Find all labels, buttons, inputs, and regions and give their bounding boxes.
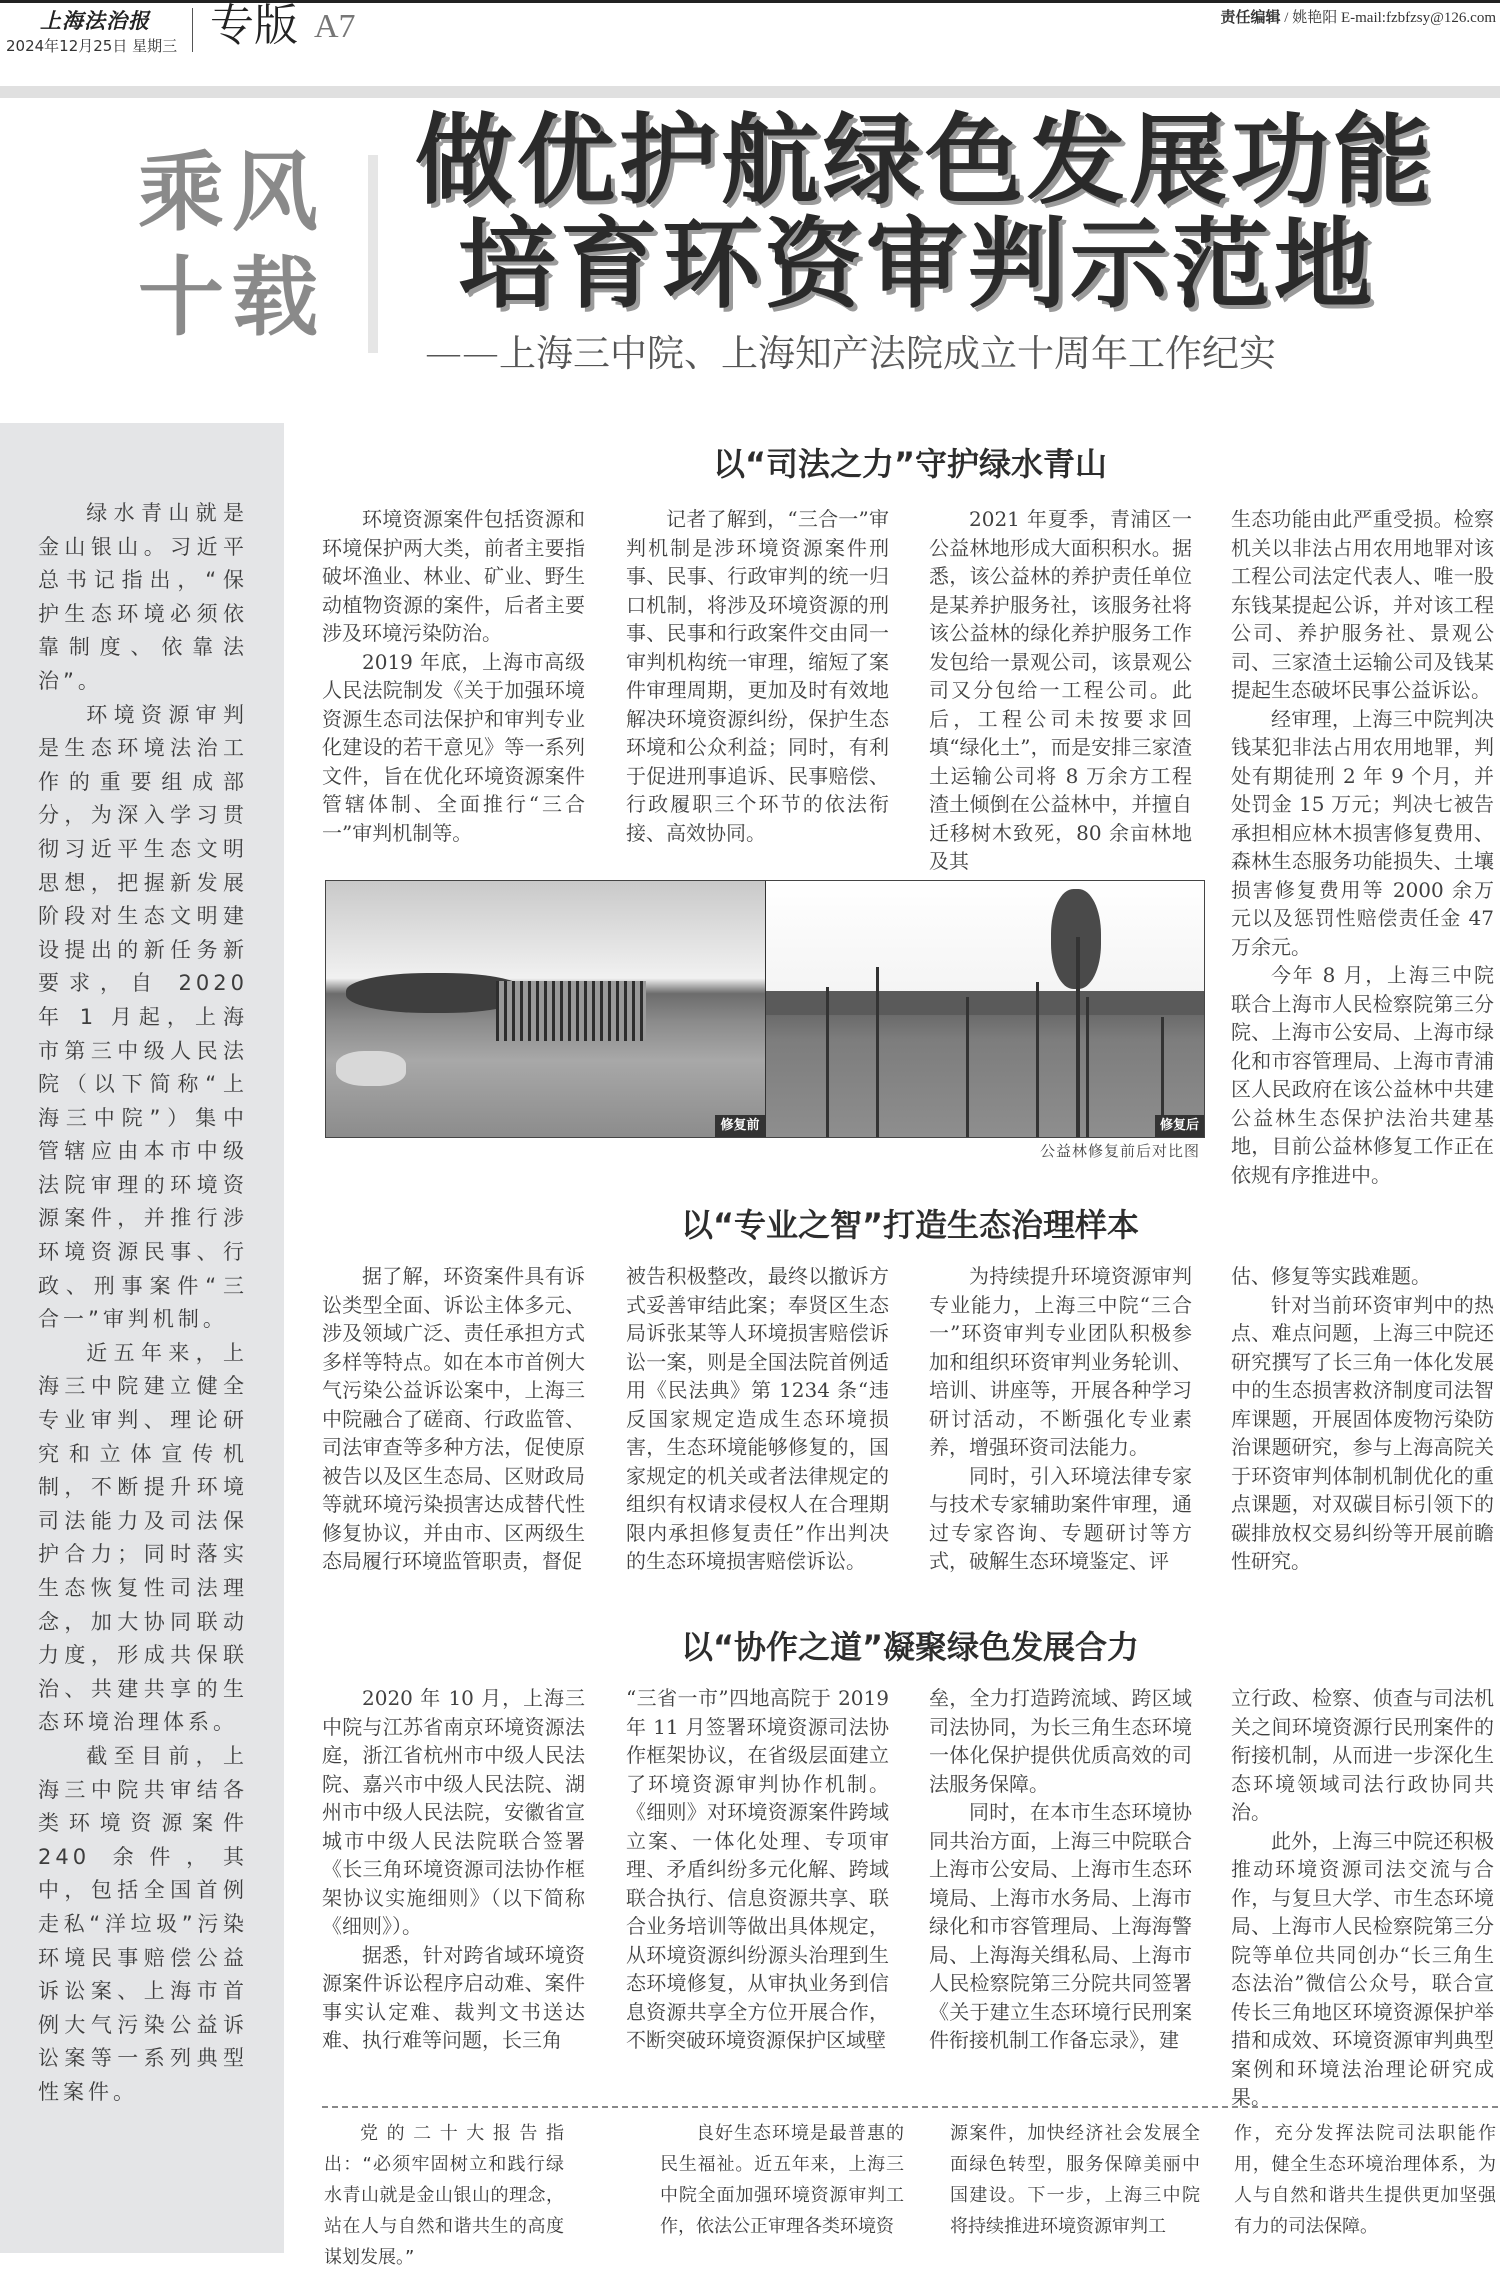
section-3-column-4 [1231, 1684, 1494, 2112]
section-3-column-1 [322, 1684, 585, 2055]
paragraph: 同时，在本市生态环境协同共治方面，上海三中院联合上海市公安局、上海市生态环境局、上海市水务局、上海市绿化和市容管理局、上海海警局、上海海关缉私局、上海市人民检察院第三分院共同签署《关于建立生态环境行民刑案件衔接机制工作备忘录》，建 [929, 1800, 1192, 2052]
headline-line-2: 培育环资审判示范地 [458, 208, 1377, 322]
title-accent-bar [368, 155, 378, 353]
paragraph: 良好生态环境是最普惠的民生福祉。近五年来，上海三中院全面加强环境资源审判工作，依法公正审理各类环境资 [660, 2123, 904, 2237]
section-2-column-3 [929, 1262, 1192, 1576]
editor-name: / 姚艳阳 [1284, 10, 1338, 26]
paragraph: 据悉，针对跨省域环境资源案件诉讼程序启动难、案件事实认定难、裁判文书送达难、执行难等问题，长三角 [322, 1942, 585, 2052]
closing-column-3 [950, 2118, 1200, 2242]
photo-caption: 公益林修复前后对比图 [1039, 1142, 1200, 1160]
tree [1076, 937, 1080, 1137]
tree [966, 997, 969, 1137]
editor-email: E-mail:fzbfzsy@126.com [1340, 10, 1496, 26]
paragraph: 垒，全力打造跨流域、跨区域司法协同，为长三角生态环境一体化保护提供优质高效的司法服务保障。 [929, 1686, 1192, 1796]
paragraph: 记者了解到，“三合一”审判机制是涉环境资源案件刑事、民事、行政审判的统一归口机制，将涉及环境资源的刑事、民事和行政案件交由同一审判机构统一审理，缩短了案件审理周期，更加及时有效地解决环境资源纠纷，保护生态环境和公众利益；同时，有利于促进刑事追诉、民事赔偿、行政履职三个环节的依法衔接、高效协同。 [626, 507, 889, 845]
section-2-column-4 [1231, 1262, 1494, 1576]
paragraph: 源案件，加快经济社会发展全面绿色转型，服务保障美丽中国建设。下一步，上海三中院将持续推进环境资源审判工 [950, 2123, 1200, 2237]
section-1-column-2 [626, 505, 889, 847]
paragraph: 今年 8 月，上海三中院联合上海市人民检察院第三分院、上海市公安局、上海市绿化和市容管理局、上海市青浦区人民政府在该公益林中共建公益林生态保护法治共建基地，目前公益林修复工作正在依规有序推进中。 [1231, 963, 1494, 1187]
tree [826, 987, 829, 1137]
section-2-column-2 [626, 1262, 889, 1576]
lead-paragraph: 绿水青山就是金山银山。习近平总书记指出，“保护生态环境必须依靠制度、依靠法治”。 [38, 501, 248, 693]
water-puddle [336, 1051, 406, 1086]
page-number: A7 [314, 8, 356, 45]
issue-date: 2024年12月25日 星期三 [6, 37, 178, 55]
photo-after-restoration [766, 881, 1205, 1137]
paragraph: 经审理，上海三中院判决钱某犯非法占用农用地罪，判处有期徒刑 2 年 9 个月，并处罚金 15 万元；判决七被告承担相应林木损害修复费用、森林生态服务功能损失、土壤损害修复费用等 2000 余万元以及惩罚性赔偿责任金 47 万余元。 [1231, 706, 1494, 959]
closing-column-4 [1234, 2118, 1496, 2242]
editor-credit [1221, 9, 1496, 27]
editor-label: 责任编辑 [1220, 10, 1281, 26]
paragraph: 环境资源案件包括资源和环境保护两大类，前者主要指破坏渔业、林业、矿业、野生动植物资源的案件，后者主要涉及环境污染防治。 [322, 507, 585, 645]
closing-column-1 [324, 2118, 564, 2273]
section-1-heading: 以“司法之力”守护绿水青山 [712, 445, 1108, 483]
houses-background [766, 991, 1205, 1015]
comparison-photos [325, 880, 1205, 1138]
photo-after-label: 修复后 [1155, 1115, 1204, 1137]
paragraph: 据了解，环资案件具有诉讼类型全面、诉讼主体多元、涉及领域广泛、责任承担方式多样等特点。如在本市首例大气污染公益诉讼案中，上海三中院融合了磋商、行政监管、司法审查等多种方法，促使原被告以及区生态局、区财政局等就环境污染损害达成替代性修复协议，并由市、区两级生态局履行环境监管职责，督促 [322, 1264, 585, 1573]
subtitle: ——上海三中院、上海知产法院成立十周年工作纪实 [425, 332, 1276, 375]
paragraph: 党的二十大报告指出：“必须牢固树立和践行绿水青山就是金山银山的理念，站在人与自然和谐共生的高度谋划发展。” [324, 2123, 564, 2268]
paragraph: 同时，引入环境法律专家与技术专家辅助案件审理，通过专家咨询、专题研讨等方式，破解生态环境鉴定、评 [929, 1463, 1192, 1573]
paragraph: 立行政、检察、侦查与司法机关之间环境资源行民刑案件的衔接机制，从而进一步深化生态环境领域司法行政协同共治。 [1231, 1686, 1494, 1824]
paragraph: 此外，上海三中院还积极推动环境资源司法交流与合作，与复旦大学、市生态环境局、上海市人民检察院第三分院等单位共同创办“长三角生态法治”微信公众号，联合宣传长三角地区环境资源保护举措和成效、环境资源审判典型案例和环境法治理论研究成果。 [1231, 1828, 1494, 2109]
paragraph: 针对当前环资审判中的热点、难点问题，上海三中院还研究撰写了长三角一体化发展中的生态损害救济制度司法智库课题，开展固体废物污染防治课题研究，参与上海高院关于环资审判体制机制优化的重点课题，对双碳目标引领下的碳排放权交易纠纷等开展前瞻性研究。 [1231, 1292, 1494, 1573]
section-3-column-2 [626, 1684, 889, 2055]
section-2-heading: 以“专业之智”打造生态治理样本 [680, 1206, 1140, 1244]
paragraph: 估、修复等实践难题。 [1231, 1264, 1431, 1288]
series-tag: 乘风十载 [138, 142, 326, 348]
paragraph: 2020 年 10 月，上海三中院与江苏省南京环境资源法庭，浙江省杭州市中级人民法院、嘉兴市中级人民法院、湖州市中级人民法院，安徽省宣城市中级人民法院联合签署《长三角环境资源司法协作框架协议实施细则》（以下简称《细则》）。 [322, 1686, 585, 1938]
tree [876, 967, 879, 1137]
lead-paragraph: 环境资源审判是生态环境法治工作的重要组成部分，为深入学习贯彻习近平生态文明思想，把握新发展阶段对生态文明建设提出的新任务新要求，自 2020 年 1 月起，上海市第三中级人民法院（以下简称“上海三中院”）集中管辖应由本市中级法院审理的环境资源案件，并推行涉环境资源民事、行政、刑事案件“三合一”审判机制。 [38, 702, 248, 1332]
headline-line-1: 做优护航绿色发展功能 [415, 104, 1436, 218]
closing-column-2 [660, 2118, 904, 2242]
paragraph: “三省一市”四地高院于 2019 年 11 月签署环境资源司法协作框架协议，在省级层面建立了环境资源审判协作机制。《细则》对环境资源案件跨域立案、一体化处理、专项审理、矛盾纠纷多元化解、跨域联合执行、信息资源共享、联合业务培训等做出具体规定，从环境资源纠纷源头治理到生态环境修复，从审执业务到信息资源共享全方位开展合作，不断突破环境资源保护区域壁 [626, 1686, 889, 2052]
paragraph: 被告积极整改，最终以撤诉方式妥善审结此案；奉贤区生态局诉张某等人环境损害赔偿诉讼一案，则是全国法院首例适用《民法典》第 1234 条“违反国家规定造成生态环境损害，生态环境能够修复的，国家规定的机关或者法律规定的组织有权请求侵权人在合理期限内承担修复责任”作出判决的生态环境损害赔偿诉讼。 [626, 1264, 889, 1573]
lead-paragraph: 近五年来，上海三中院建立健全专业审判、理论研究和立体宣传机制，不断提升环境司法能力及司法保护合力；同时落实生态恢复性司法理念，加大协同联动力度，形成共保联治、共建共享的生态环境治理体系。 [38, 1340, 248, 1735]
section-2-column-1 [322, 1262, 585, 1576]
header-band [0, 86, 1500, 98]
lead-text [38, 497, 248, 2110]
tree-saplings [496, 981, 646, 1041]
paragraph: 2021 年夏季，青浦区一公益林地形成大面积积水。据悉，该公益林的养护责任单位是某养护服务社，该服务社将该公益林的绿化养护服务工作发包给一景观公司，该景观公司又分包给一工程公司。此后，工程公司未按要求回填“绿化土”，而是安排三家渣土运输公司将 8 万余方工程渣土倾倒在公益林中，并擅自迁移树木致死，80 余亩林地及其 [929, 507, 1192, 873]
section-name: 专版 [210, 0, 298, 51]
section-3-column-3 [929, 1684, 1192, 2055]
paragraph: 为持续提升环境资源审判专业能力，上海三中院“三合一”环资审判专业团队积极参加和组织环资审判业务轮训、培训、讲座等，开展各种学习研讨活动，不断强化专业素养，增强环资司法能力。 [929, 1264, 1192, 1459]
photo-before-restoration [326, 881, 766, 1137]
section-1-column-4 [1231, 505, 1494, 1189]
masthead-divider [192, 8, 193, 52]
section-1-column-1 [322, 505, 585, 847]
photo-before-label: 修复前 [715, 1115, 764, 1137]
paragraph: 作，充分发挥法院司法职能作用，健全生态环境治理体系，为人与自然和谐共生提供更加坚强有力的司法保障。 [1234, 2123, 1496, 2237]
tree [1036, 982, 1039, 1137]
tree [1086, 997, 1089, 1137]
section-1-column-3 [929, 505, 1192, 876]
section-3-heading: 以“协作之道”凝聚绿色发展合力 [680, 1628, 1140, 1666]
closing-divider [322, 2106, 1498, 2108]
paragraph: 生态功能由此严重受损。检察机关以非法占用农用地罪对该工程公司法定代表人、唯一股东钱某提起公诉，并对该工程公司、养护服务社、景观公司、三家渣土运输公司及钱某提起生态破坏民事公益诉讼。 [1231, 507, 1494, 702]
lead-paragraph: 截至目前，上海三中院共审结各类环境资源案件 240 余件，其中，包括全国首例走私“洋垃圾”污染环境民事赔偿公益诉讼案、上海市首例大气污染公益诉讼案等一系列典型性案件。 [38, 1743, 248, 2104]
newspaper-logo: 上海法治报 [40, 8, 150, 33]
paragraph: 2019 年底，上海市高级人民法院制发《关于加强环境资源生态司法保护和审判专业化建设的若干意见》等一系列文件，旨在优化环境资源案件管辖体制、全面推行“三合一”审判机制等。 [322, 649, 585, 845]
